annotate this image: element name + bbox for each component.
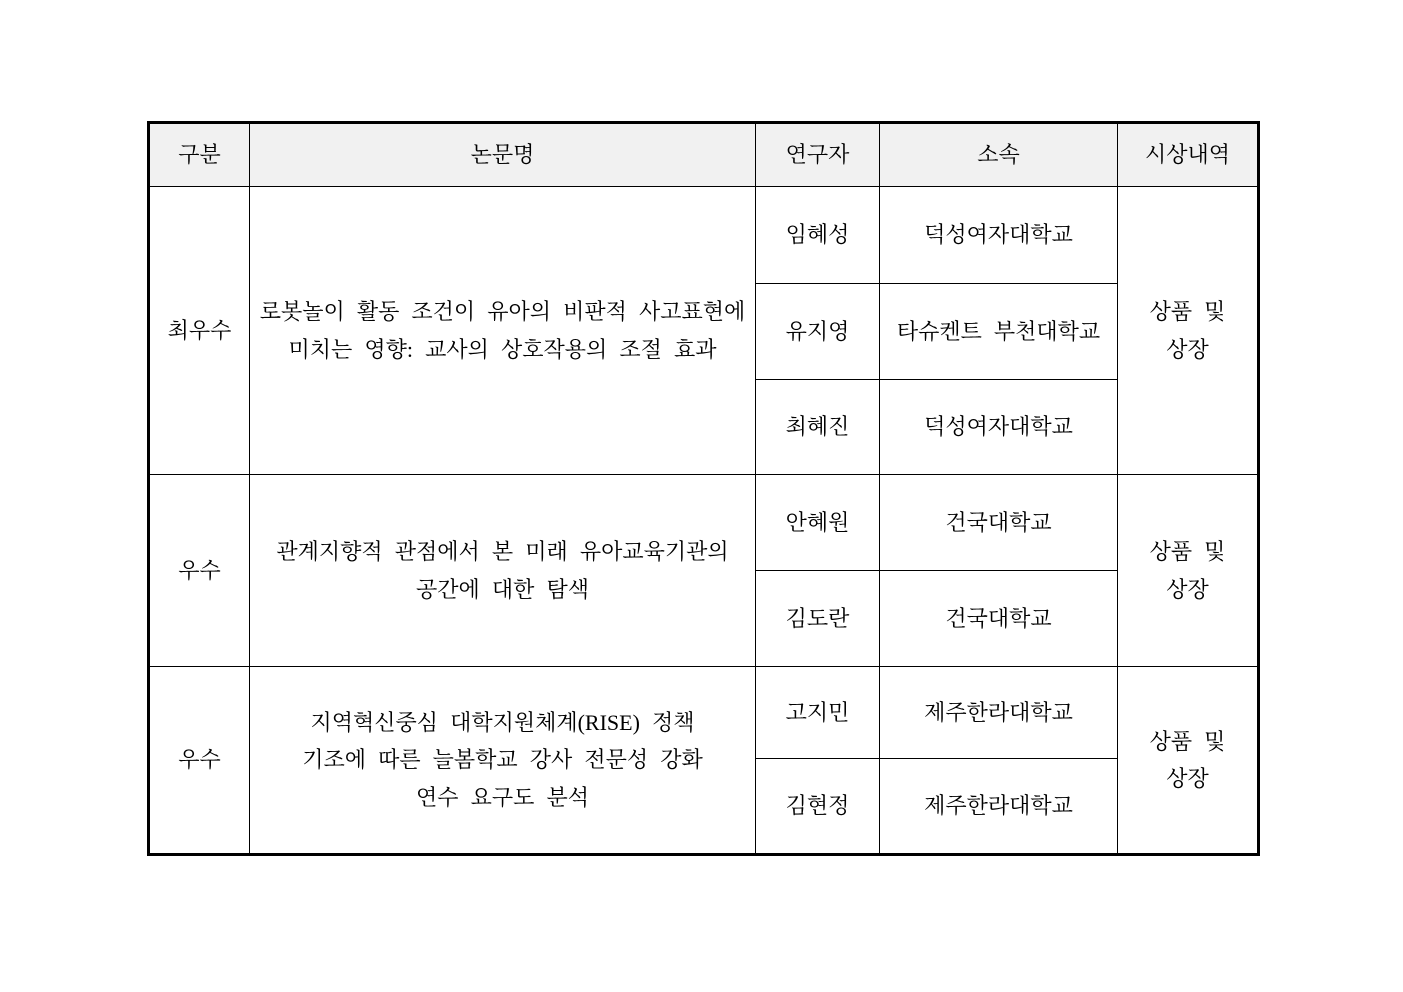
affiliation-cell: 건국대학교 (880, 571, 1118, 667)
researcher-cell: 임혜성 (756, 187, 880, 284)
award-cell (1118, 667, 1259, 855)
paper-title-cell (250, 475, 756, 667)
award-line: 상품 및 (1149, 728, 1226, 754)
table-row (149, 667, 1259, 759)
affiliation-cell: 덕성여자대학교 (880, 187, 1118, 284)
researcher-cell: 최혜진 (756, 380, 880, 475)
award-line: 상품 및 (1149, 539, 1226, 565)
category-cell: 우수 (149, 475, 250, 667)
affiliation-cell: 제주한라대학교 (880, 667, 1118, 759)
paper-title-cell (250, 667, 756, 855)
researcher-cell: 고지민 (756, 667, 880, 759)
table-row (149, 187, 1259, 284)
header-affiliation: 소속 (880, 123, 1118, 187)
table-row (149, 475, 1259, 571)
paper-title-line: 로봇놀이 활동 조건이 유아의 비판적 사고표현에 (259, 299, 746, 325)
researcher-cell: 안혜원 (756, 475, 880, 571)
header-award: 시상내역 (1118, 123, 1259, 187)
award-line: 상품 및 (1149, 299, 1226, 325)
header-researcher: 연구자 (756, 123, 880, 187)
researcher-cell: 김도란 (756, 571, 880, 667)
paper-title-line: 기조에 따른 늘봄학교 강사 전문성 강화 (302, 747, 703, 773)
award-cell (1118, 475, 1259, 667)
award-line: 상장 (1166, 336, 1209, 362)
affiliation-cell: 덕성여자대학교 (880, 380, 1118, 475)
header-paper-title: 논문명 (250, 123, 756, 187)
table-header-row (149, 123, 1259, 187)
award-cell (1118, 187, 1259, 475)
category-cell: 우수 (149, 667, 250, 855)
researcher-cell: 김현정 (756, 759, 880, 855)
affiliation-cell: 제주한라대학교 (880, 759, 1118, 855)
paper-title-line: 지역혁신중심 대학지원체계(RISE) 정책 (310, 709, 695, 735)
paper-title-line: 연수 요구도 분석 (416, 784, 589, 810)
paper-title-line: 공간에 대한 탐색 (416, 576, 589, 602)
affiliation-cell: 타슈켄트 부천대학교 (880, 284, 1118, 380)
award-table (147, 121, 1260, 856)
paper-title-cell (250, 187, 756, 475)
category-cell: 최우수 (149, 187, 250, 475)
paper-title-line: 관계지향적 관점에서 본 미래 유아교육기관의 (276, 539, 729, 565)
award-line: 상장 (1166, 766, 1209, 791)
paper-title-line: 미치는 영향: 교사의 상호작용의 조절 효과 (288, 336, 717, 362)
affiliation-cell: 건국대학교 (880, 475, 1118, 571)
header-category: 구분 (149, 123, 250, 187)
award-line: 상장 (1166, 576, 1209, 602)
researcher-cell: 유지영 (756, 284, 880, 380)
